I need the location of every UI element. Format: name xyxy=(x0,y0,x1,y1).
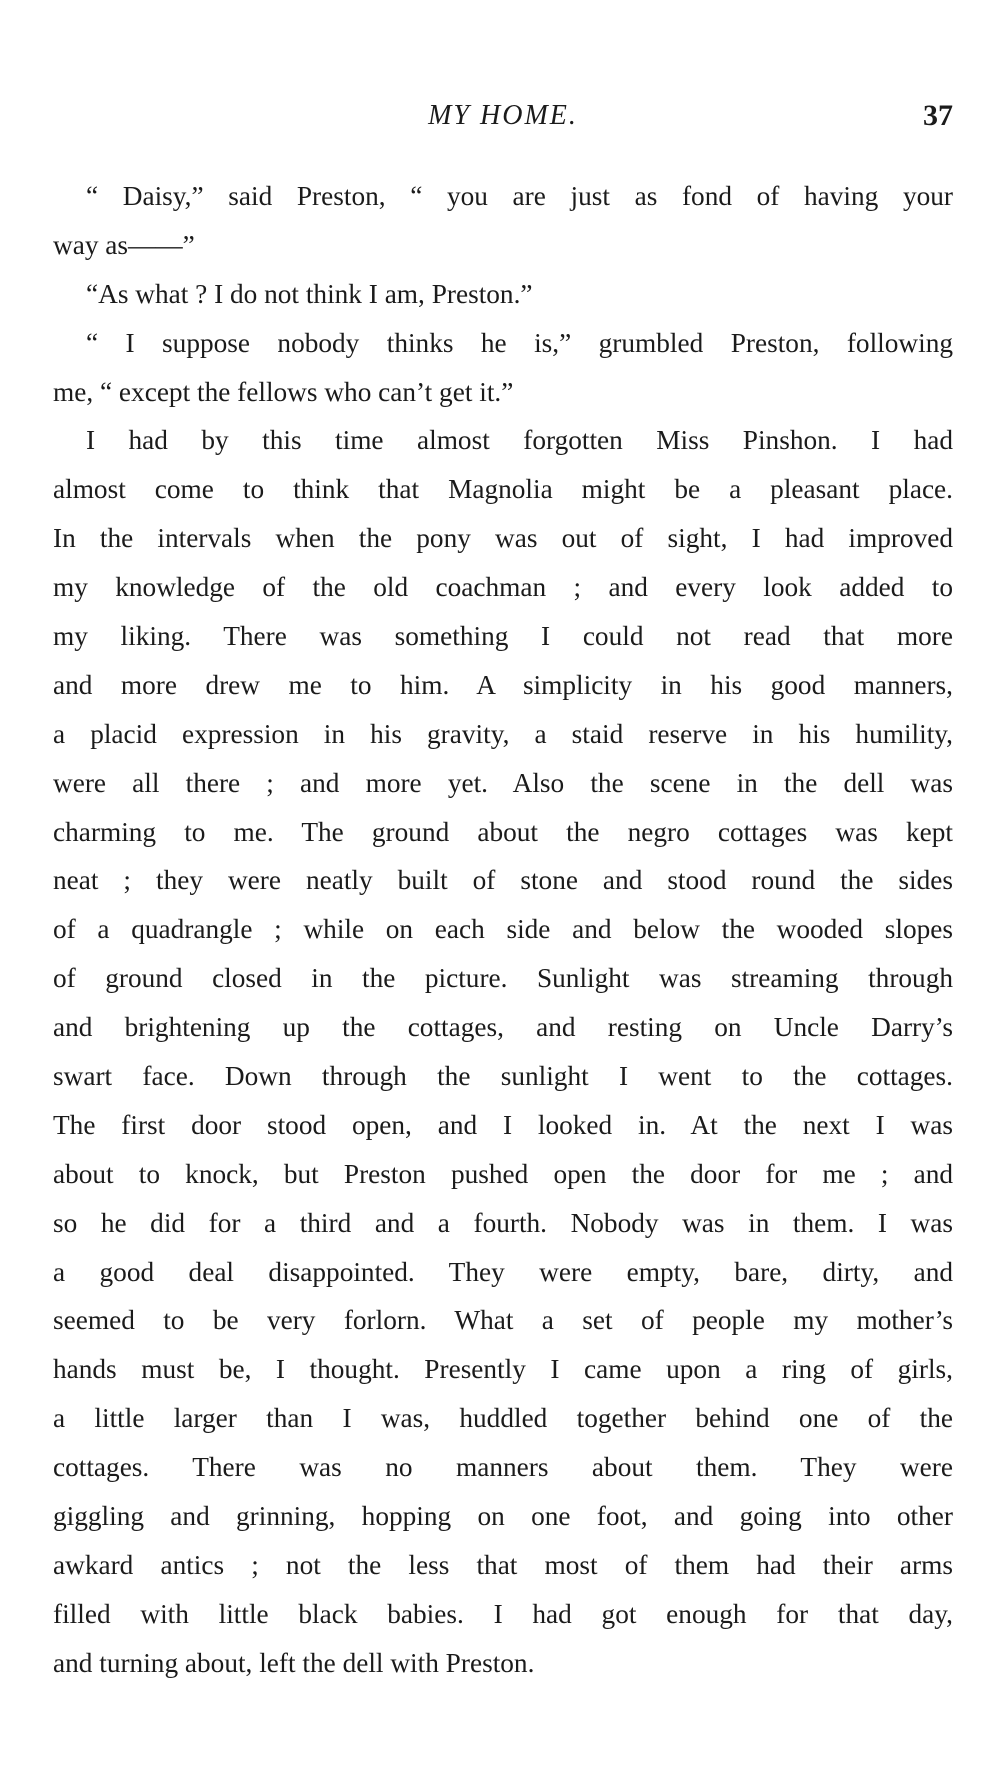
text-line: and more drew me to him. A simplicity in his good manners, xyxy=(53,669,953,700)
text-line: of ground closed in the picture. Sunlight was streaming through xyxy=(53,963,953,994)
text-line: In the intervals when the pony was out of sight, I had improved xyxy=(53,523,953,554)
text-line: my knowledge of the old coachman ; and every look added to xyxy=(53,572,953,603)
text-line: seemed to be very forlorn. What a set of people my mother’s xyxy=(53,1305,953,1336)
text-line: about to knock, but Preston pushed open the door for me ; and xyxy=(53,1158,953,1189)
text-body xyxy=(53,172,953,1688)
running-head xyxy=(53,96,953,136)
text-line: giggling and grinning, hopping on one foot, and going into other xyxy=(53,1501,953,1532)
text-line: swart face. Down through the sunlight I went to the cottages. xyxy=(53,1061,953,1092)
text-line: “As what ? I do not think I am, Preston.” xyxy=(86,278,533,309)
text-line: a placid expression in his gravity, a staid reserve in his humility, xyxy=(53,718,953,749)
text-line: “ Daisy,” said Preston, “ you are just as fond of having your xyxy=(86,181,953,211)
text-line: neat ; they were neatly built of stone and stood round the sides xyxy=(53,865,953,896)
text-line: The first door stood open, and I looked in. At the next I was xyxy=(53,1109,953,1140)
text-line: a little larger than I was, huddled together behind one of the xyxy=(53,1403,953,1434)
text-line: a good deal disappointed. They were empty, bare, dirty, and xyxy=(53,1256,953,1287)
text-line: of a quadrangle ; while on each side and below the wooded slopes xyxy=(53,914,953,945)
text-line: almost come to think that Magnolia might be a pleasant place. xyxy=(53,474,953,505)
text-line: my liking. There was something I could not read that more xyxy=(53,621,953,652)
page-number: 37 xyxy=(923,99,953,132)
text-line: and turning about, left the dell with Preston. xyxy=(53,1647,535,1678)
text-line: hands must be, I thought. Presently I came upon a ring of girls, xyxy=(53,1354,953,1385)
text-line: cottages. There was no manners about them. They were xyxy=(53,1452,953,1483)
text-line: me, “ except the fellows who can’t get it.” xyxy=(53,376,514,407)
page-title: MY HOME. xyxy=(428,100,578,131)
text-line: awkard antics ; not the less that most of them had their arms xyxy=(53,1549,953,1580)
text-line: filled with little black babies. I had got enough for that day, xyxy=(53,1598,953,1629)
text-line: so he did for a third and a fourth. Nobody was in them. I was xyxy=(53,1207,953,1238)
text-line: “ I suppose nobody thinks he is,” grumbled Preston, following xyxy=(86,327,953,358)
text-line: and brightening up the cottages, and resting on Uncle Darry’s xyxy=(53,1012,953,1043)
text-line: charming to me. The ground about the negro cottages was kept xyxy=(53,816,953,847)
text-line: I had by this time almost forgotten Miss Pinshon. I had xyxy=(86,425,953,456)
text-line: way as——” xyxy=(53,229,195,260)
text-line: were all there ; and more yet. Also the scene in the dell was xyxy=(53,767,953,798)
